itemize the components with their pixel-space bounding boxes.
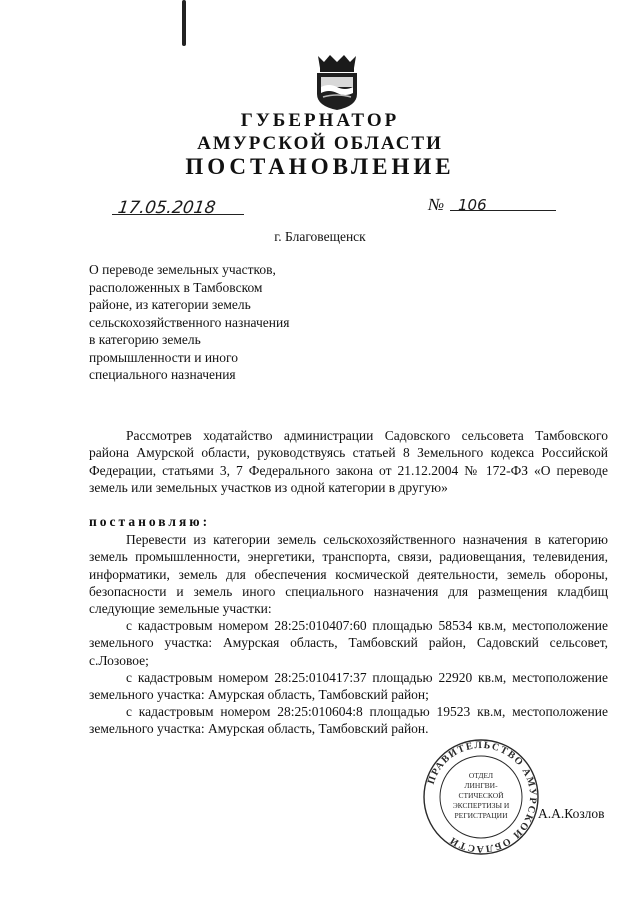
document-title (89, 261, 289, 384)
plot-item: с кадастровым номером 28:25:010604:8 площадью 19523 кв.м, местоположение земельного участка: Амурская область, Тамбовский район. (89, 704, 608, 737)
stamp-outer-text: ПРАВИТЕЛЬСТВО АМУРСКОЙ ОБЛАСТИ (425, 739, 539, 855)
number-label: № (428, 195, 445, 214)
main-paragraph: Перевести из категории земель сельскохозяйственного назначения в категорию земель промышленности, энергетики, транспорта, связи, радиовещания, телевидения, информатики, земель для обеспечения космической деятельности, земель обороны, безопасности и земель иного специального назначения для размещения кладбищ следующие земельные участки: (89, 532, 608, 617)
title-line: в категорию земель (89, 332, 201, 347)
decree-word: постановляю: (89, 514, 211, 529)
plot-item: с кадастровым номером 28:25:010407:60 площадью 58534 кв.м, местоположение земельного участка: Амурская область, Тамбовский район, Садовский сельсовет, с.Лозовое; (89, 618, 608, 668)
stamp-inner-line: СТИЧЕСКОЙ (458, 791, 504, 800)
title-line: О переводе земельных участков, (89, 262, 276, 277)
official-stamp (422, 738, 540, 856)
title-line: районе, из категории земель (89, 297, 251, 312)
stamp-inner-line: ЛИНГВИ- (464, 781, 498, 790)
title-line: расположенных в Тамбовском (89, 279, 263, 295)
date-underline (112, 214, 244, 215)
stamp-inner-line: ОТДЕЛ (468, 771, 494, 780)
number-underline (450, 210, 556, 211)
city: г. Благовещенск (274, 229, 366, 244)
title-line: специального назначения (89, 367, 236, 382)
plot-item: с кадастровым номером 28:25:010417:37 площадью 22920 кв.м, местоположение земельного участка: Амурская область, Тамбовский район; (89, 670, 608, 703)
title-line: сельскохозяйственного назначения (89, 314, 290, 330)
signatory-name: А.А.Козлов (538, 806, 605, 821)
title-line: промышленности и иного (89, 349, 238, 365)
document-type-heading: ПОСТАНОВЛЕНИЕ (185, 154, 455, 179)
document-date: 17.05.2018 (116, 198, 217, 218)
scan-mark (182, 0, 186, 46)
intro-paragraph: Рассмотрев ходатайство администрации Садовского сельсовета Тамбовского района Амурской области, руководствуясь статьей 8 Земельного кодекса Российской Федерации, статьями 3, 7 Федерального закона от 21.12.2004 № 172-ФЗ «О переводе земель или земельных участков из одной категории в другую» (89, 428, 608, 495)
stamp-inner-line: РЕГИСТРАЦИИ (454, 811, 508, 820)
region-heading: АМУРСКОЙ ОБЛАСТИ (197, 133, 443, 154)
coat-of-arms-icon (312, 52, 362, 112)
stamp-inner-line: ЭКСПЕРТИЗЫ И (452, 801, 510, 810)
governor-heading: ГУБЕРНАТОР (240, 110, 400, 131)
document-number: 106 (458, 196, 487, 214)
